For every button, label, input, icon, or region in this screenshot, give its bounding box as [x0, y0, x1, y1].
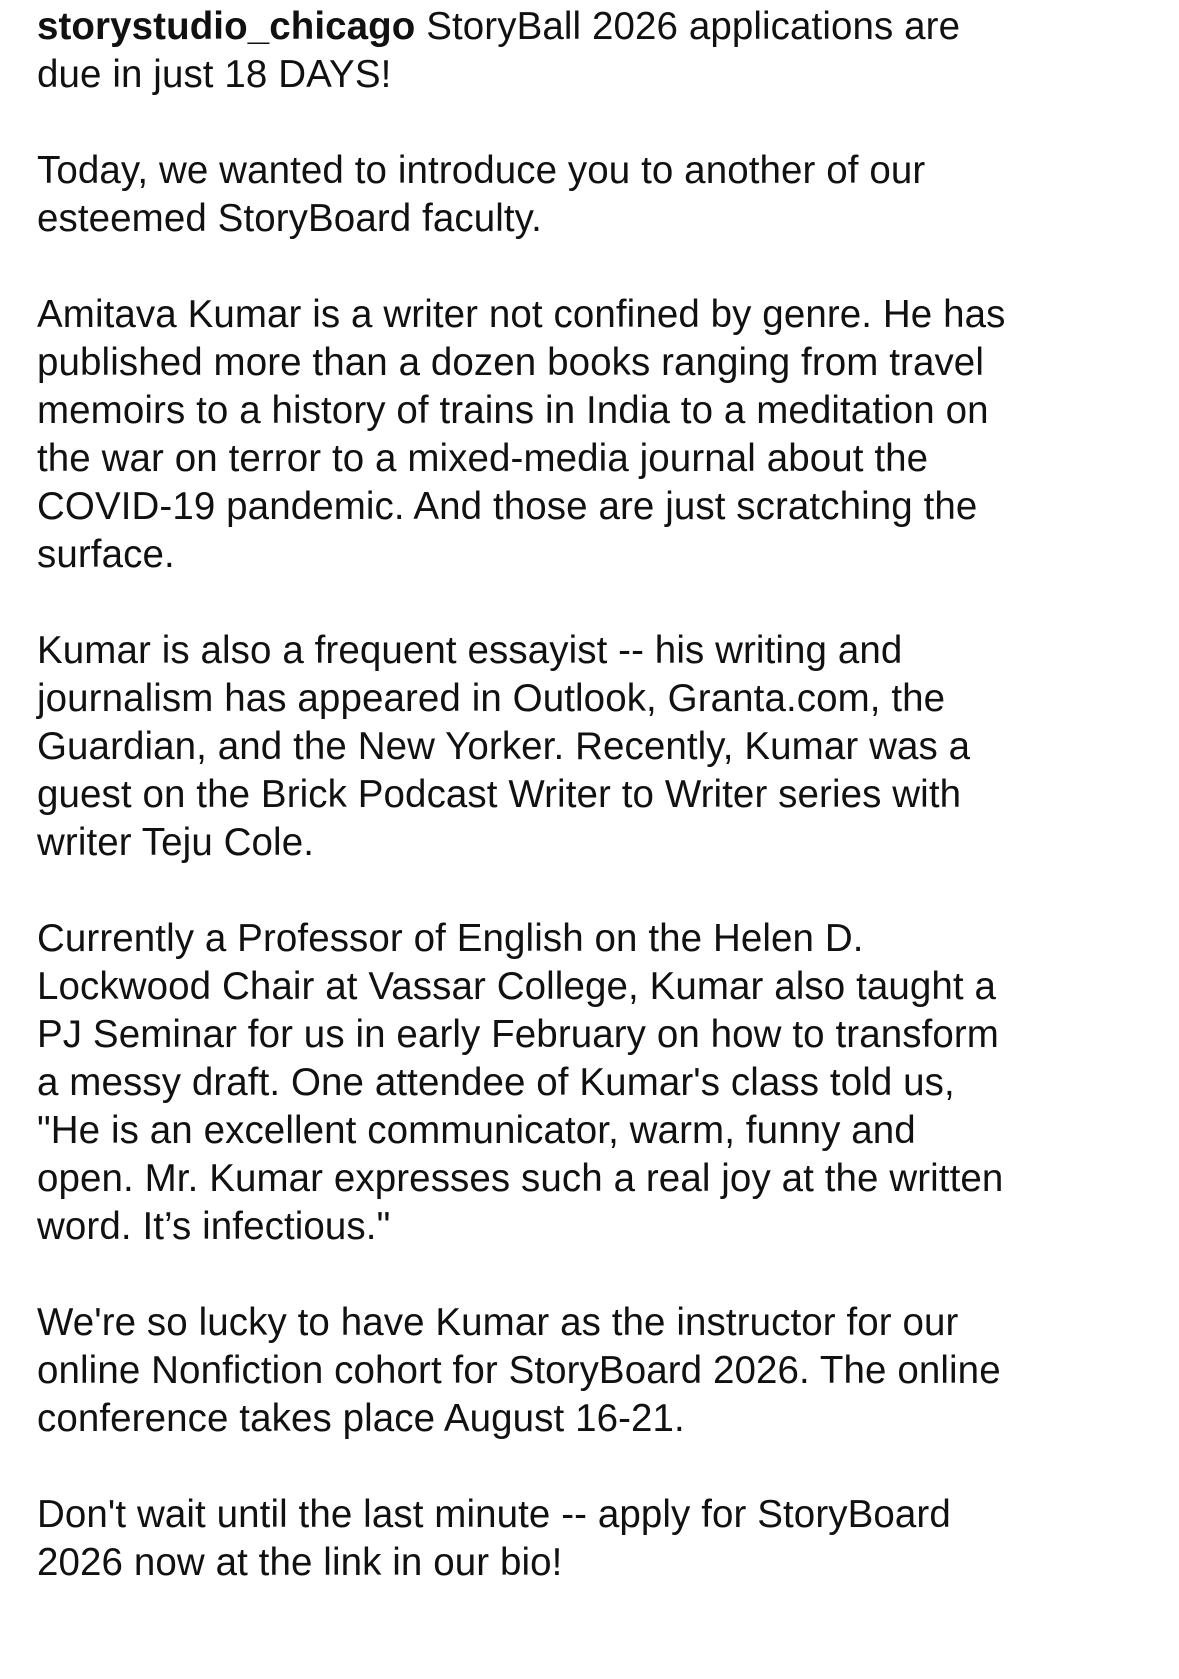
caption-paragraph: We're so lucky to have Kumar as the instructor for our online Nonfiction cohort for StoryBoard 2026. The online conference takes place August 16-21. [37, 1301, 1001, 1440]
caption-intro [37, 3, 1147, 99]
caption-paragraph: Kumar is also a frequent essayist -- his writing and journalism has appeared in Outlook, Granta.com, the Guardian, and the New Yorker. Recently, Kumar was a guest on the Brick Podcast Writer to Writer series with writer Teju Cole. [37, 629, 971, 864]
username-link[interactable]: storystudio_chicago [37, 5, 416, 48]
caption-paragraph: Today, we wanted to introduce you to another of our esteemed StoryBoard faculty. [37, 149, 926, 240]
caption-closing: Don't wait until the last minute -- apply for StoryBoard 2026 now at the link in our bio! [37, 1493, 951, 1584]
post-caption [37, 3, 1147, 1587]
caption-paragraph: Amitava Kumar is a writer not confined by genre. He has published more than a dozen books ranging from travel memoirs to a history of trains in India to a meditation on the war on terror to a mixed-media journal about the COVID-19 pandemic. And those are just scratching the surface. [37, 293, 1006, 576]
caption-lead-text: StoryBall 2026 applications are due in just 18 DAYS! [37, 5, 961, 96]
caption-paragraph: Currently a Professor of English on the Helen D. Lockwood Chair at Vassar College, Kumar also taught a PJ Seminar for us in early February on how to transform a messy draft. One attendee of Kumar's class told us, "He is an excellent communicator, warm, funny and open. Mr. Kumar expresses such a real joy at the written word. It’s infectious." [37, 917, 1004, 1248]
